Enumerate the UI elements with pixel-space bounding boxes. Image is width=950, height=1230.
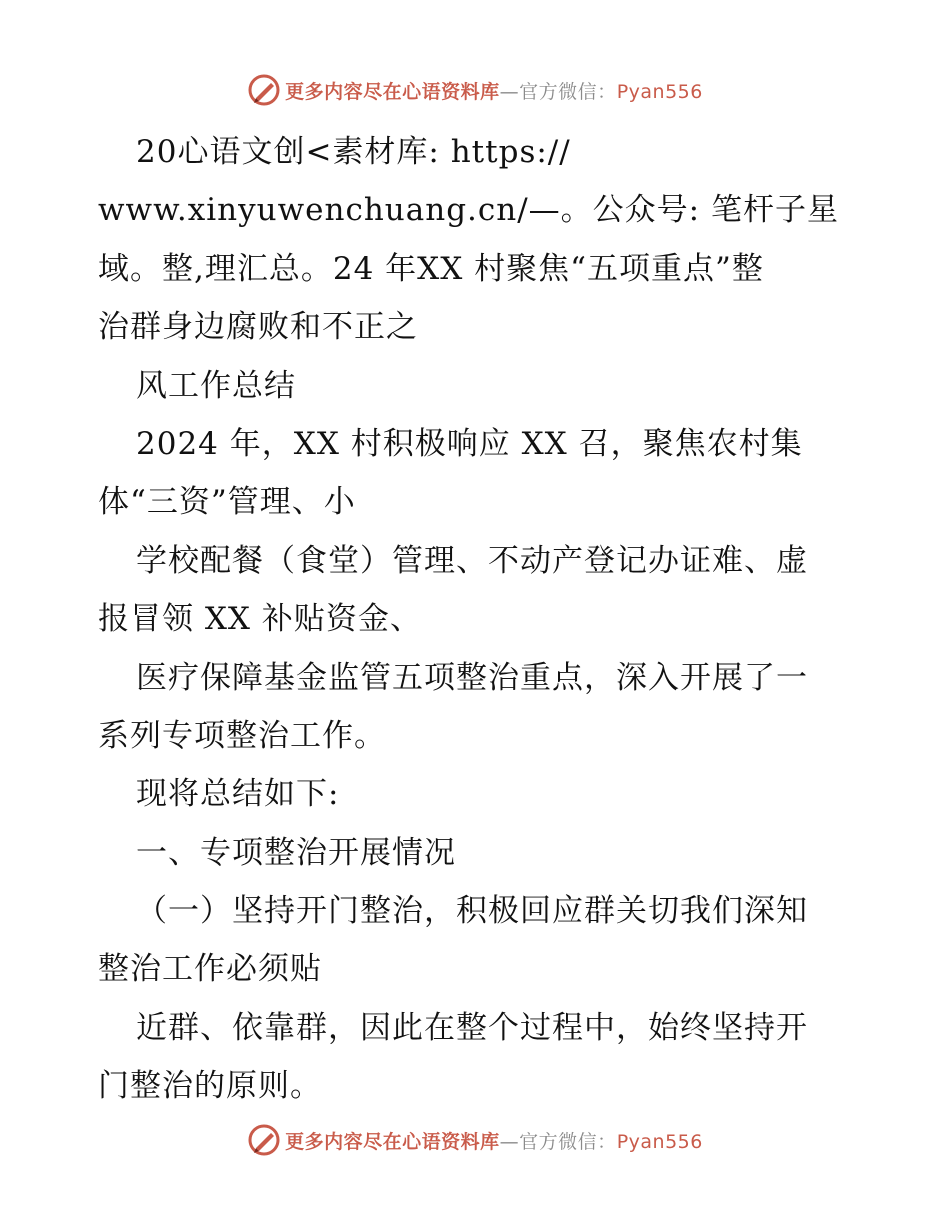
document-body: [98, 123, 858, 1116]
body-line: 治群身边腐败和不正之: [98, 309, 418, 346]
pen-logo-icon: [247, 1123, 281, 1157]
body-line: 系列专项整治工作。: [98, 717, 386, 754]
subsection-heading: （一）坚持开门整治，积极回应群关切我们深知: [136, 893, 808, 930]
body-line: 2024 年，XX 村积极响应 XX 召，聚焦农村集: [136, 425, 803, 462]
banner-site-text: 更多内容尽在心语资料库: [285, 1130, 500, 1153]
pen-logo-icon: [247, 73, 281, 107]
body-line: 近群、依靠群，因此在整个过程中，始终坚持开: [136, 1009, 808, 1046]
document-title-line: 风工作总结: [136, 367, 296, 404]
body-line: 学校配餐（食堂）管理、不动产登记办证难、虚: [136, 542, 808, 579]
header-banner: [0, 70, 950, 110]
banner-dash: —: [499, 80, 520, 103]
body-line: 报冒领 XX 补贴资金、: [98, 601, 422, 638]
body-line: 现将总结如下:: [136, 776, 340, 813]
banner-wechat-id: Pyan556: [616, 1130, 703, 1153]
banner-official-label: 官方微信：: [519, 80, 617, 103]
body-line: 域。整,理汇总。24 年XX 村聚焦“五项重点”整: [98, 250, 764, 287]
body-line: 门整治的原则。: [98, 1068, 322, 1105]
section-heading: 一、专项整治开展情况: [136, 834, 456, 871]
banner-text: [285, 1127, 703, 1154]
footer-banner: [0, 1120, 950, 1160]
body-line: 体“三资”管理、小: [98, 484, 356, 521]
body-line: 医疗保障基金监管五项整治重点，深入开展了一: [136, 659, 808, 696]
body-line: 整治工作必须贴: [98, 951, 322, 988]
banner-text: [285, 77, 703, 104]
body-line: www.xinyuwenchuang.cn/—。公众号: 笔杆子星: [98, 192, 839, 229]
banner-site-text: 更多内容尽在心语资料库: [285, 80, 500, 103]
banner-wechat-id: Pyan556: [616, 80, 703, 103]
banner-official-label: 官方微信：: [519, 1130, 617, 1153]
body-line: 20心语文创<素材库: https://: [136, 134, 571, 170]
banner-dash: —: [499, 1130, 520, 1153]
